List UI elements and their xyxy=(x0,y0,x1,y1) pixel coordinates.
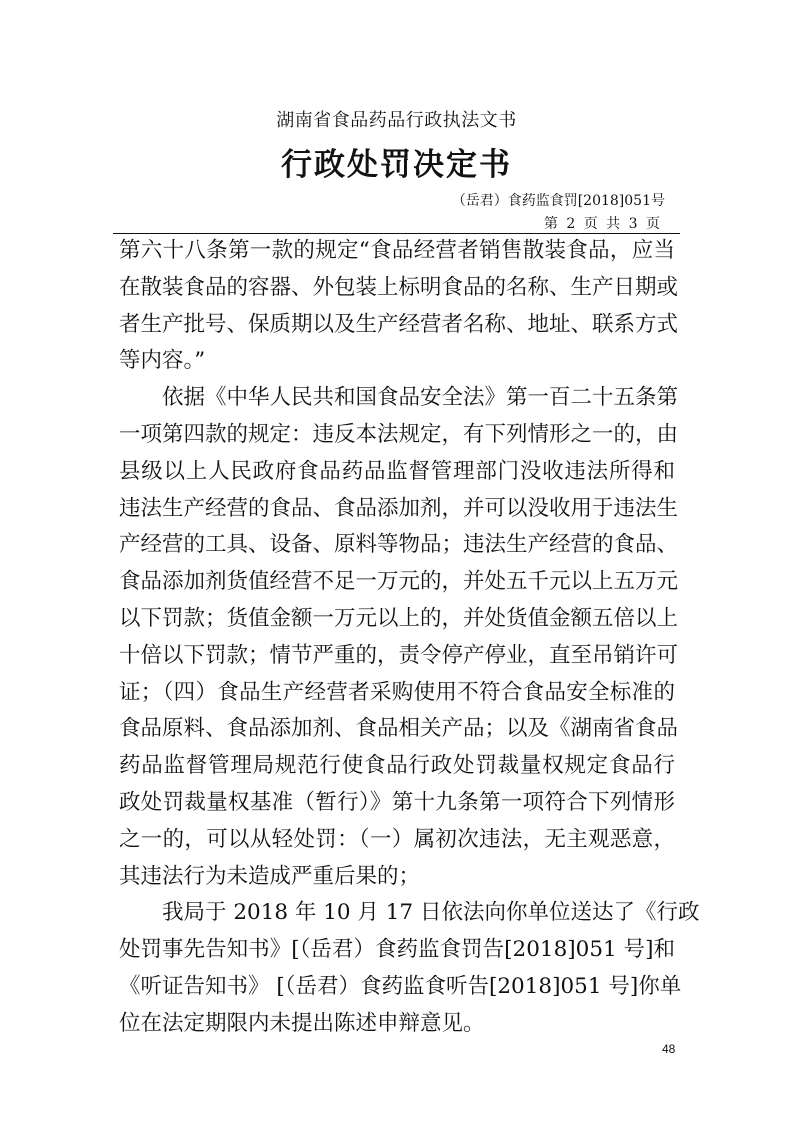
body-line: 《听证告知书》 [（岳君）食药监食听告[2018]051 号]你单 xyxy=(119,973,682,999)
page-number: 48 xyxy=(662,1042,676,1056)
body-line: 县级以上人民政府食品药品监督管理部门没收违法所得和 xyxy=(119,458,675,484)
body-line: 证；（四）食品生产经营者采购使用不符合食品安全标准的 xyxy=(119,679,675,705)
body-line: 产经营的工具、设备、原料等物品；违法生产经营的食品、 xyxy=(119,532,679,558)
body-text xyxy=(119,233,700,1043)
org-header: 湖南省食品药品行政执法文书 xyxy=(276,110,517,131)
body-line: 第六十八条第一款的规定“食品经营者销售散装食品，应当 xyxy=(119,238,675,263)
body-line: 十倍以下罚款；情节严重的，责令停产停业，直至吊销许可 xyxy=(119,642,679,668)
body-line: 违法生产经营的食品、食品添加剂，并可以没收用于违法生 xyxy=(119,495,679,521)
body-line: 我局于 2018 年 10 月 17 日依法向你单位送达了《行政 xyxy=(162,900,700,926)
body-line: 以下罚款；货值金额一万元以上的，并处货值金额五倍以上 xyxy=(119,605,679,631)
document-title: 行政处罚决定书 xyxy=(281,147,512,183)
body-line: 者生产批号、保质期以及生产经营者名称、地址、联系方式 xyxy=(119,311,679,337)
body-line: 食品添加剂货值经营不足一万元的，并处五千元以上五万元 xyxy=(119,569,679,595)
body-line: 依据《中华人民共和国食品安全法》第一百二十五条第 xyxy=(162,385,679,411)
page-indicator: 第 2 页 共 3 页 xyxy=(543,216,660,232)
body-line: 之一的，可以从轻处罚：（一）属初次违法，无主观恶意， xyxy=(119,826,675,852)
body-line: 处罚事先告知书》[（岳君）食药监食罚告[2018]051 号]和 xyxy=(119,937,675,963)
body-line: 在散装食品的容器、外包装上标明食品的名称、生产日期或 xyxy=(119,274,679,300)
body-line: 位在法定期限内未提出陈述申辩意见。 xyxy=(119,1010,485,1036)
body-line: 药品监督管理局规范行使食品行政处罚裁量权规定食品行 xyxy=(119,753,675,779)
body-line: 其违法行为未造成严重后果的； xyxy=(119,863,421,889)
body-line: 政处罚裁量权基准（暂行）》第十九条第一项符合下列情形 xyxy=(119,789,675,815)
body-line: 一项第四款的规定：违反本法规定，有下列情形之一的，由 xyxy=(119,421,679,447)
body-line: 等内容。” xyxy=(119,348,206,374)
body-line: 食品原料、食品添加剂、食品相关产品；以及《湖南省食品 xyxy=(119,716,679,742)
document-number: （岳君）食药监食罚[2018]051号 xyxy=(451,193,665,209)
